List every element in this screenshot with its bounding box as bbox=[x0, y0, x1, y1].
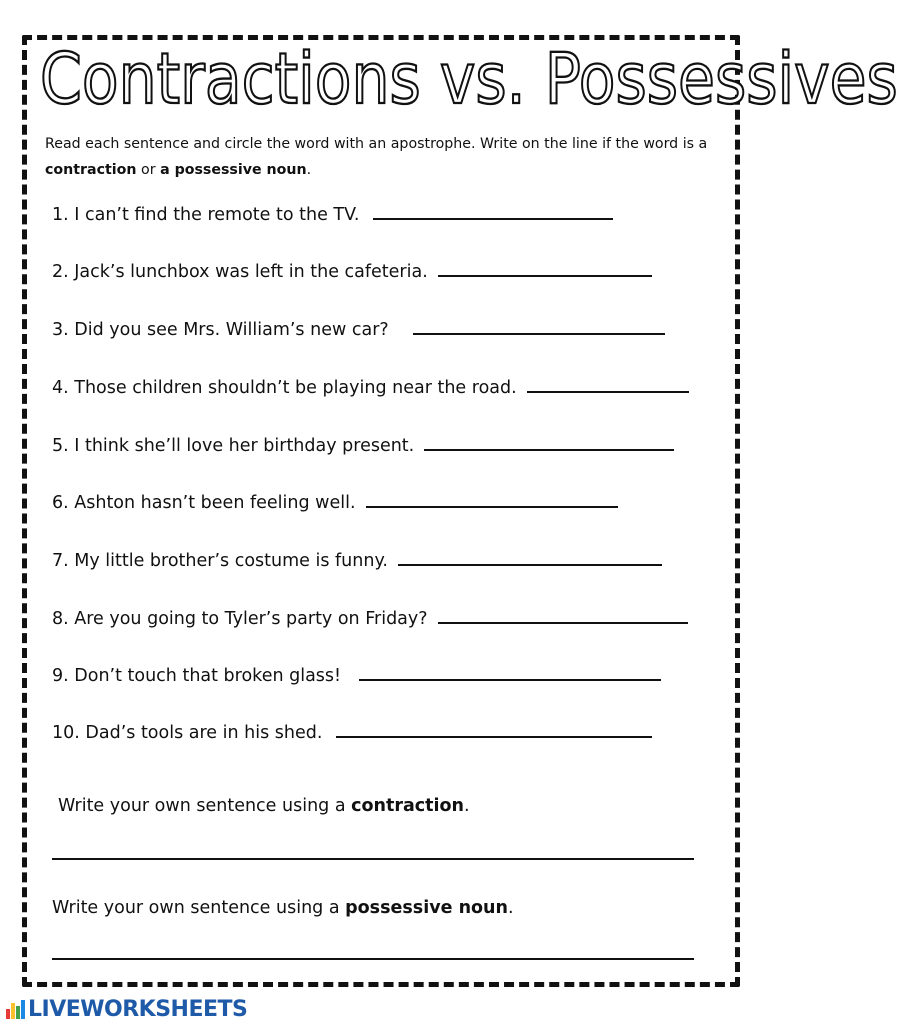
instructions-text-2: or bbox=[136, 162, 161, 178]
question-10 bbox=[52, 723, 652, 743]
prompt-text: Write your own sentence using a bbox=[52, 898, 346, 918]
logo-bar-red bbox=[6, 1009, 10, 1019]
question-text: 4. Those children shouldn’t be playing near the road. bbox=[52, 378, 517, 398]
question-text: 9. Don’t touch that broken glass! bbox=[52, 666, 342, 686]
own-sentence-line-possessive[interactable] bbox=[52, 958, 694, 960]
question-3 bbox=[52, 320, 665, 340]
question-8 bbox=[52, 609, 688, 629]
answer-blank-4[interactable] bbox=[527, 390, 689, 393]
question-4 bbox=[52, 378, 689, 398]
question-text: 1. I can’t find the remote to the TV. bbox=[52, 205, 360, 225]
instructions-bold-possessive: a possessive noun bbox=[160, 162, 307, 178]
liveworksheets-brand[interactable]: LIVEWORKSHEETS bbox=[28, 996, 248, 1022]
own-sentence-prompt-contraction bbox=[58, 796, 470, 816]
own-sentence-prompt-possessive bbox=[52, 898, 514, 918]
answer-blank-10[interactable] bbox=[336, 735, 652, 738]
prompt-end: . bbox=[464, 796, 470, 816]
logo-bar-yellow bbox=[11, 1003, 15, 1019]
liveworksheets-logo-icon bbox=[6, 999, 25, 1019]
question-2 bbox=[52, 262, 652, 282]
question-text: 6. Ashton hasn’t been feeling well. bbox=[52, 493, 356, 513]
question-text: 8. Are you going to Tyler’s party on Friday? bbox=[52, 609, 428, 629]
prompt-text: Write your own sentence using a bbox=[58, 796, 352, 816]
logo-bar-green bbox=[16, 1006, 20, 1019]
answer-blank-5[interactable] bbox=[424, 448, 674, 451]
question-text: 7. My little brother’s costume is funny. bbox=[52, 551, 388, 571]
question-text: 2. Jack’s lunchbox was left in the cafeteria. bbox=[52, 262, 428, 282]
instructions bbox=[45, 131, 735, 183]
liveworksheets-footer bbox=[6, 996, 247, 1022]
question-1 bbox=[52, 205, 613, 225]
answer-blank-7[interactable] bbox=[398, 563, 662, 566]
answer-blank-8[interactable] bbox=[438, 621, 688, 624]
question-7 bbox=[52, 551, 662, 571]
instructions-bold-contraction: contraction bbox=[45, 162, 137, 178]
answer-blank-3[interactable] bbox=[413, 332, 665, 335]
worksheet-title: Contractions vs. Possessives bbox=[40, 38, 898, 121]
question-6 bbox=[52, 493, 618, 513]
question-text: 5. I think she’ll love her birthday present. bbox=[52, 436, 415, 456]
answer-blank-1[interactable] bbox=[373, 217, 613, 220]
prompt-bold: contraction bbox=[351, 796, 465, 816]
question-5 bbox=[52, 436, 674, 456]
question-9 bbox=[52, 666, 661, 686]
prompt-end: . bbox=[507, 898, 514, 918]
answer-blank-6[interactable] bbox=[366, 505, 618, 508]
question-text: 10. Dad’s tools are in his shed. bbox=[52, 723, 323, 743]
question-text: 3. Did you see Mrs. William’s new car? bbox=[52, 320, 389, 340]
own-sentence-line-contraction[interactable] bbox=[52, 858, 694, 860]
logo-bar-blue bbox=[21, 1000, 25, 1019]
answer-blank-9[interactable] bbox=[359, 678, 661, 681]
instructions-text-3: . bbox=[306, 162, 312, 178]
answer-blank-2[interactable] bbox=[438, 274, 652, 277]
prompt-bold: possessive noun bbox=[345, 898, 508, 918]
instructions-text-1: Read each sentence and circle the word with an apostrophe. Write on the line if the word is a bbox=[45, 136, 708, 152]
